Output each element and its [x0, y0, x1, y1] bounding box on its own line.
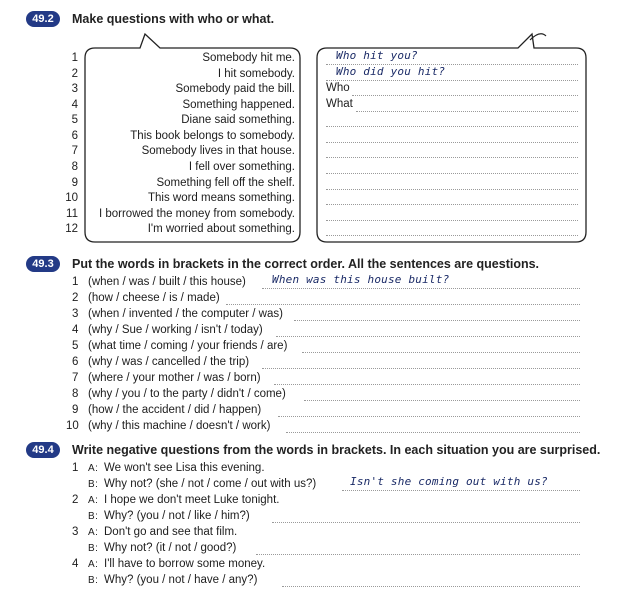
ex2-num-7: 7 — [71, 145, 78, 157]
ex4-num-4: 4 — [72, 558, 79, 570]
ex2-num-12: 12 — [65, 223, 78, 235]
ex2-answer-1: Who hit you? — [336, 49, 418, 62]
ex2-line-3[interactable] — [352, 95, 578, 96]
heading-text: Write negative questions from the words in brackets. In each situation you are surprised. — [72, 443, 601, 457]
ex2-prompt-1: Somebody hit me. — [202, 52, 295, 64]
ex4-speaker-a-1: A: — [88, 463, 99, 474]
ex2-line-5[interactable] — [326, 126, 578, 127]
ex3-num-7: 7 — [72, 372, 79, 384]
ex4-b-4: Why? (you / not / have / any?) — [104, 574, 258, 586]
ex3-prompt-4: (why / Sue / working / isn't / today) — [88, 324, 263, 336]
ex2-prompt-2: I hit somebody. — [217, 68, 295, 80]
ex2-line-2[interactable] — [326, 80, 578, 81]
ex4-speaker-a-4: A: — [88, 559, 99, 570]
ex2-prompt-10: This word means something. — [147, 192, 295, 204]
exercise-heading-49-3 — [72, 257, 539, 271]
ex4-a-3: Don't go and see that film. — [104, 526, 238, 538]
ex3-num-2: 2 — [72, 292, 79, 304]
ex2-line-4[interactable] — [356, 111, 578, 112]
ex3-num-1: 1 — [72, 276, 79, 288]
ex3-line-10[interactable] — [286, 432, 580, 433]
ex2-num-5: 5 — [71, 114, 78, 126]
ex2-prompt-4: Something happened. — [182, 99, 295, 111]
ex2-answer-3: Who — [326, 82, 350, 94]
ex3-prompt-1: (when / was / built / this house) — [88, 276, 246, 288]
ex2-answer-4: What — [326, 98, 353, 110]
ex2-prompt-9: Something fell off the shelf. — [156, 177, 295, 189]
ex3-line-5[interactable] — [302, 352, 580, 353]
ex4-b-1: Why not? (she / not / come / out with us?) — [104, 478, 317, 490]
ex3-num-6: 6 — [72, 356, 79, 368]
heading-text: Put the words in brackets in the correct order. All the sentences are questions. — [72, 257, 540, 271]
ex3-line-6[interactable] — [262, 368, 580, 369]
ex2-prompt-7: Somebody lives in that house. — [141, 145, 295, 157]
ex4-speaker-a-2: A: — [88, 495, 99, 506]
ex2-prompt-11: I borrowed the money from somebody. — [98, 208, 295, 220]
heading-text: Make questions with — [72, 12, 198, 26]
ex4-b-3: Why not? (it / not / good?) — [104, 542, 237, 554]
ex2-prompt-12: I'm worried about something. — [147, 223, 295, 235]
ex2-line-12[interactable] — [326, 235, 578, 236]
ex3-num-10: 10 — [66, 420, 79, 432]
ex3-line-1[interactable] — [262, 288, 580, 289]
ex3-prompt-3: (when / invented / the computer / was) — [88, 308, 283, 320]
ex4-line-2[interactable] — [272, 522, 580, 523]
ex2-line-8[interactable] — [326, 173, 578, 174]
exercise-badge-49-4: 49.4 — [26, 442, 60, 458]
ex3-line-2[interactable] — [226, 304, 580, 305]
ex3-line-4[interactable] — [276, 336, 580, 337]
ex4-speaker-b-2: B: — [88, 511, 99, 522]
exercise-badge-49-2: 49.2 — [26, 11, 60, 27]
heading-what: what — [242, 12, 271, 26]
ex2-num-8: 8 — [71, 161, 78, 173]
ex3-line-9[interactable] — [278, 416, 580, 417]
ex4-a-1: We won't see Lisa this evening. — [104, 462, 265, 474]
ex4-b-2: Why? (you / not / like / him?) — [104, 510, 250, 522]
ex2-prompt-5: Diane said something. — [181, 114, 295, 126]
ex2-prompt-8: I fell over something. — [188, 161, 295, 173]
ex4-speaker-b-4: B: — [88, 575, 99, 586]
ex2-line-6[interactable] — [326, 142, 578, 143]
ex2-num-2: 2 — [71, 68, 78, 80]
ex3-num-3: 3 — [72, 308, 79, 320]
ex3-prompt-9: (how / the accident / did / happen) — [88, 404, 262, 416]
ex3-num-9: 9 — [72, 404, 79, 416]
ex4-answer-1: Isn't she coming out with us? — [350, 475, 548, 488]
ex2-num-10: 10 — [65, 192, 78, 204]
ex4-speaker-b-3: B: — [88, 543, 99, 554]
ex3-answer-1: When was this house built? — [272, 273, 450, 286]
ex2-line-11[interactable] — [326, 220, 578, 221]
ex4-speaker-b-1: B: — [88, 479, 99, 490]
ex2-num-3: 3 — [71, 83, 78, 95]
ex3-num-8: 8 — [72, 388, 79, 400]
ex2-num-11: 11 — [66, 208, 78, 220]
ex2-line-7[interactable] — [326, 157, 578, 158]
ex4-num-2: 2 — [72, 494, 79, 506]
exercise-heading-49-4 — [72, 443, 600, 457]
ex3-prompt-8: (why / you / to the party / didn't / come) — [88, 388, 286, 400]
ex3-num-5: 5 — [72, 340, 79, 352]
ex2-prompt-6: This book belongs to somebody. — [130, 130, 295, 142]
ex3-prompt-10: (why / this machine / doesn't / work) — [88, 420, 271, 432]
heading-who: who — [197, 12, 223, 26]
ex2-num-4: 4 — [71, 99, 78, 111]
ex2-num-1: 1 — [71, 52, 78, 64]
ex3-prompt-5: (what time / coming / your friends / are) — [88, 340, 288, 352]
ex3-prompt-6: (why / was / cancelled / the trip) — [88, 356, 250, 368]
ex2-line-9[interactable] — [326, 189, 578, 190]
ex4-speaker-a-3: A: — [88, 527, 99, 538]
ex2-answer-2: Who did you hit? — [336, 65, 446, 78]
ex3-prompt-2: (how / cheese / is / made) — [88, 292, 220, 304]
ex2-num-9: 9 — [71, 177, 78, 189]
exercise-badge-49-3: 49.3 — [26, 256, 60, 272]
ex3-line-3[interactable] — [294, 320, 580, 321]
heading-end: . — [270, 12, 275, 26]
ex4-a-2: I hope we don't meet Luke tonight. — [104, 494, 280, 506]
speech-bubbles — [0, 0, 628, 260]
ex4-line-3[interactable] — [256, 554, 580, 555]
ex2-prompt-3: Somebody paid the bill. — [175, 83, 295, 95]
ex3-prompt-7: (where / your mother / was / born) — [88, 372, 261, 384]
heading-or: or — [222, 12, 243, 26]
ex2-num-6: 6 — [71, 130, 78, 142]
ex3-num-4: 4 — [72, 324, 79, 336]
ex4-line-4[interactable] — [282, 586, 580, 587]
ex4-a-4: I'll have to borrow some money. — [104, 558, 266, 570]
ex4-num-1: 1 — [72, 462, 79, 474]
ex3-line-7[interactable] — [274, 384, 580, 385]
ex4-num-3: 3 — [72, 526, 79, 538]
ex2-line-10[interactable] — [326, 204, 578, 205]
ex3-line-8[interactable] — [304, 400, 580, 401]
ex4-line-1[interactable] — [342, 490, 580, 491]
